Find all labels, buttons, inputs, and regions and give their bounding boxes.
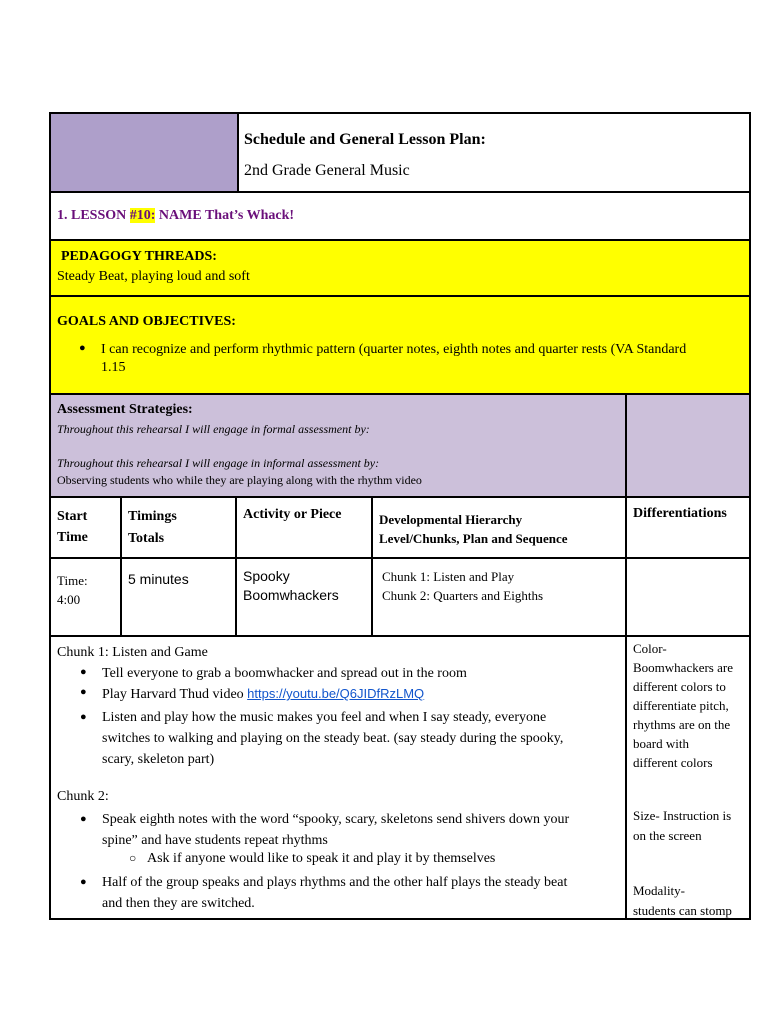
goal-item: ● I can recognize and perform rhythmic pattern (quarter notes, eighth notes and quarter rests (VA Standard 1.15 xyxy=(101,342,686,376)
header-developmental: Developmental Hierarchy Level/Chunks, Plan and Sequence xyxy=(379,512,568,546)
header-start-time: Start Time xyxy=(57,509,88,545)
differentiation-color: Color- Boomwhackers are different colors to differentiate pitch, rhythms are on the board with different colors xyxy=(633,641,733,770)
header-color-block xyxy=(51,114,237,192)
list-item: ● Tell everyone to grab a boomwhacker and spread out in the room xyxy=(102,666,467,682)
formal-assessment: Throughout this rehearsal I will engage in formal assessment by: xyxy=(57,422,370,436)
activity-cell: Spooky Boomwhackers xyxy=(243,568,339,603)
timing-cell: 5 minutes xyxy=(128,571,189,587)
chunk2-title: Chunk 2: xyxy=(57,789,109,804)
informal-assessment: Throughout this rehearsal I will engage in informal assessment by: xyxy=(57,456,380,470)
informal-assessment-text: Observing students who while they are playing along with the rhythm video xyxy=(57,473,422,487)
lesson-row xyxy=(51,193,749,241)
header-differentiations: Differentiations xyxy=(633,506,727,521)
differentiation-size: Size- Instruction is on the screen xyxy=(633,808,732,843)
list-item: ● Play Harvard Thud video https://youtu.be/Q6JIDfRzLMQ xyxy=(102,686,424,703)
page-subtitle: 2nd Grade General Music xyxy=(244,162,410,179)
lesson-plan-table xyxy=(49,112,751,920)
list-item: ● Speak eighth notes with the word “spooky, scary, skeletons send shivers down your spine” and have students repeat rhythms xyxy=(102,809,569,851)
video-link[interactable]: https://youtu.be/Q6JIDfRzLMQ xyxy=(247,686,425,701)
header-activity: Activity or Piece xyxy=(243,507,342,522)
list-item: ● Listen and play how the music makes you feel and when I say steady, everyone switches to walking and playing on the steady beat. (say steady during the spooky, scary, skeleton part) xyxy=(102,707,563,770)
goals-heading: GOALS AND OBJECTIVES: xyxy=(57,314,236,329)
goals-row xyxy=(51,297,749,393)
chunk1-title: Chunk 1: Listen and Game xyxy=(57,645,208,660)
header-timings: Timings Totals xyxy=(128,509,177,546)
chunks-cell: Chunk 1: Listen and Play Chunk 2: Quarters and Eighths xyxy=(382,569,544,603)
table-header-row xyxy=(51,498,749,558)
plan-row xyxy=(51,637,749,920)
list-item: ● Half of the group speaks and plays rhythms and the other half plays the steady beat and then they are switched. xyxy=(102,872,567,914)
start-time-cell: Time: 4:00 xyxy=(57,573,88,607)
pedagogy-row xyxy=(51,241,749,295)
pedagogy-text: Steady Beat, playing loud and soft xyxy=(57,269,250,284)
differentiation-modality: Modality- students can stomp xyxy=(633,883,732,918)
lesson-number: #10: xyxy=(129,208,156,223)
header-row xyxy=(51,114,749,192)
table-row xyxy=(51,559,749,637)
sub-list-item: ○ Ask if anyone would like to speak it and play it by themselves xyxy=(147,851,495,867)
assessment-heading: Assessment Strategies: xyxy=(57,402,193,417)
lesson-title: 1. LESSON #10: NAME That’s Whack! xyxy=(57,208,295,223)
assessment-row xyxy=(51,395,749,497)
page-title: Schedule and General Lesson Plan: xyxy=(244,131,486,148)
pedagogy-heading: PEDAGOGY THREADS: xyxy=(61,249,217,264)
